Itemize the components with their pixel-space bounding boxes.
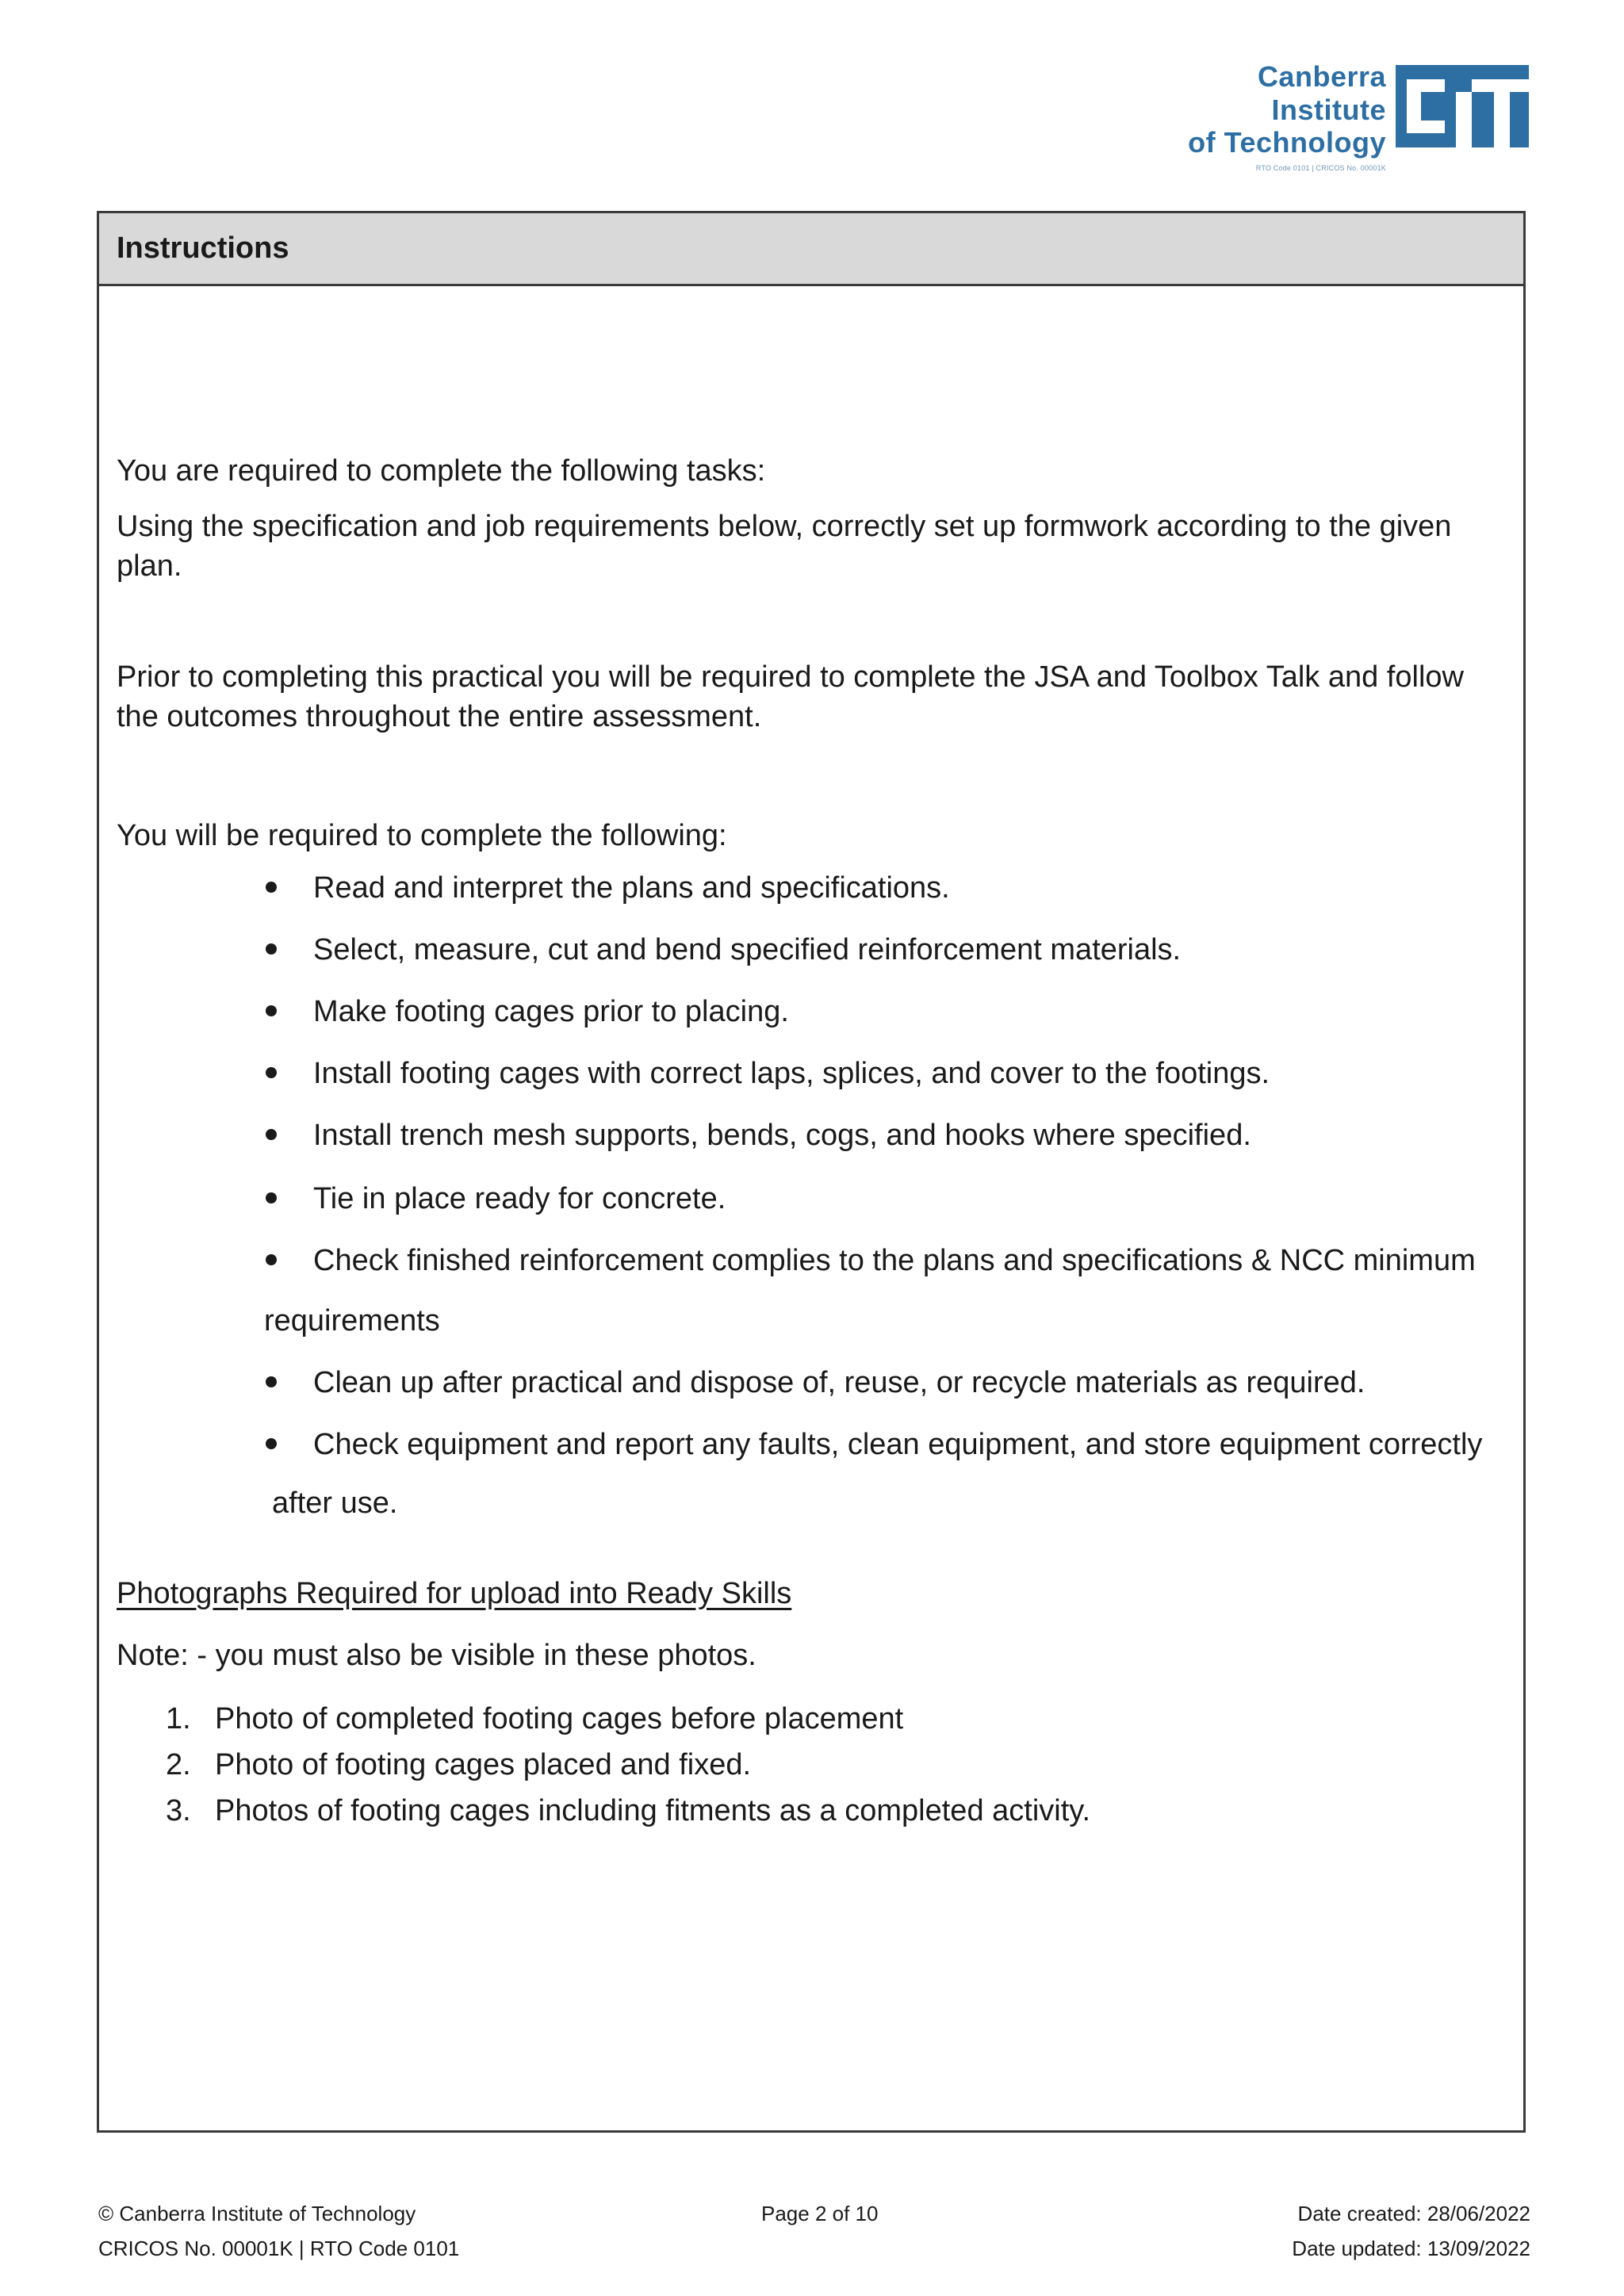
bullet-icon [266, 1192, 277, 1203]
photos-heading: Photographs Required for upload into Ready Skills [117, 1577, 792, 1610]
intro-text: You are required to complete the following tasks: [117, 454, 766, 488]
bullet-icon [266, 1005, 277, 1016]
instructions-header: Instructions [99, 213, 1523, 286]
list-item: Make footing cages prior to placing. [264, 992, 1500, 1054]
list-item [264, 1425, 1500, 1528]
following-intro: You will be required to complete the following: [117, 819, 727, 852]
list-item-line1: Check equipment and report any faults, clean equipment, and store equipment correctly [313, 1428, 1483, 1461]
list-item-line2: after use. [272, 1487, 398, 1520]
list-item [264, 1241, 1500, 1363]
cit-mark-icon [1396, 65, 1529, 147]
list-item: Tie in place ready for concrete. [264, 1179, 1500, 1241]
cit-logo [1148, 60, 1529, 172]
footer-date-updated: Date updated: 13/09/2022 [1292, 2237, 1530, 2260]
list-item: 2. Photo of footing cages placed and fixed. [166, 1748, 752, 1781]
list-item: Read and interpret the plans and specifications. [264, 868, 1500, 930]
instructions-box [97, 211, 1526, 2133]
logo-line2: of Technology [1188, 126, 1386, 159]
list-item: Install trench mesh supports, bends, cogs, and hooks where specified. [264, 1115, 1500, 1179]
logo-codes: RTO Code 0101 | CRICOS No. 00001K [1255, 164, 1386, 172]
prior-text: Prior to completing this practical you will be required to complete the JSA and Toolbox Talk and follow the outcomes throughout the entire assessment. [117, 660, 1464, 733]
list-item: Select, measure, cut and bend specified reinforcement materials. [264, 930, 1500, 992]
footer-page-number: Page 2 of 10 [761, 2202, 879, 2225]
list-item-line2: requirements [264, 1304, 440, 1337]
bullet-icon [266, 1067, 277, 1078]
footer-cricos: CRICOS No. 00001K | RTO Code 0101 [98, 2237, 460, 2260]
bullet-icon [266, 1254, 277, 1265]
task-text: Using the specification and job requirements below, correctly set up formwork according to the given plan. [117, 510, 1452, 583]
footer-right [1292, 2196, 1530, 2266]
footer-left [98, 2196, 459, 2266]
bullet-icon [266, 1129, 277, 1140]
footer-date-created: Date created: 28/06/2022 [1297, 2202, 1530, 2225]
photos-list [166, 1699, 1500, 1837]
list-item: 1. Photo of completed footing cages before placement [166, 1702, 904, 1735]
bullet-icon [266, 882, 277, 893]
logo-wordmark [1148, 60, 1386, 173]
list-item: 3. Photos of footing cages including fitments as a completed activity. [166, 1794, 1091, 1827]
bullet-icon [266, 1376, 277, 1387]
logo-line1: Canberra Institute [1257, 60, 1386, 126]
list-item: Install footing cages with correct laps, splices, and cover to the footings. [264, 1054, 1500, 1115]
bullet-icon [266, 943, 277, 955]
list-item-line1: Check finished reinforcement complies to the plans and specifications & NCC minimum [313, 1244, 1476, 1277]
list-item: Clean up after practical and dispose of, reuse, or recycle materials as required. [264, 1363, 1500, 1425]
footer-copyright: © Canberra Institute of Technology [98, 2202, 416, 2225]
requirements-list [264, 868, 1500, 1528]
bullet-icon [266, 1438, 277, 1449]
photos-note: Note: - you must also be visible in these photos. [117, 1639, 756, 1672]
